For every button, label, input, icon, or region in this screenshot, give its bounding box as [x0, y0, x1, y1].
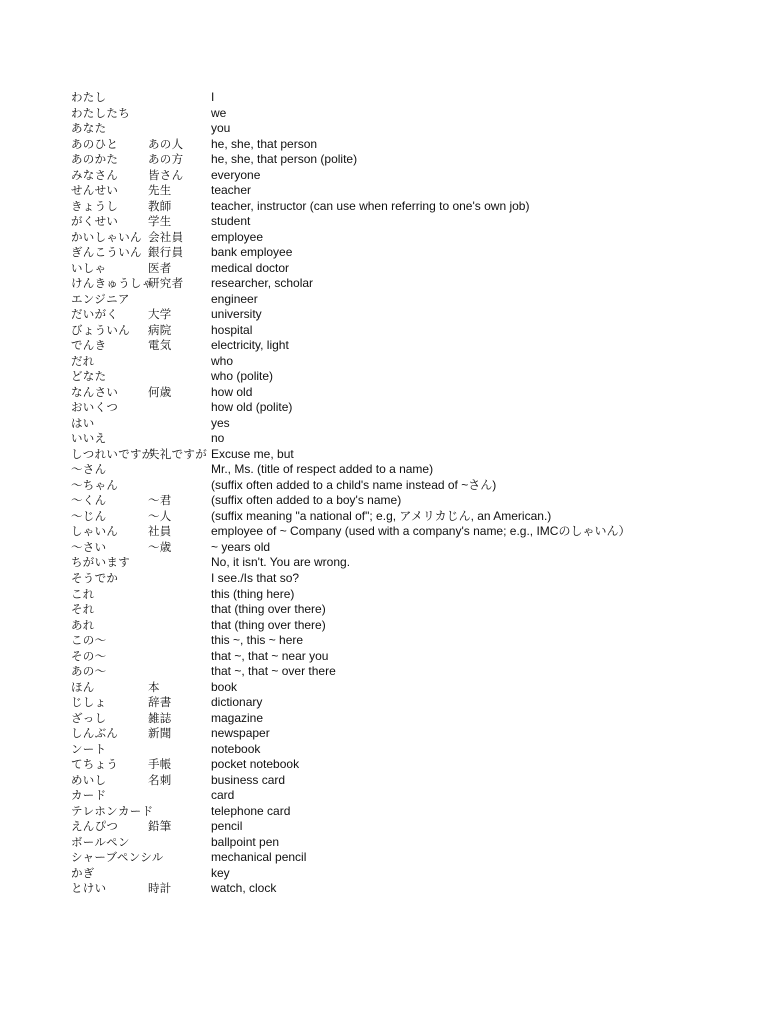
kana-reading: これ: [71, 586, 95, 601]
vocab-row: [71, 121, 761, 137]
kanji-writing: 本: [148, 679, 160, 694]
kanji-writing: 大学: [148, 307, 172, 322]
kana-reading: じしょ: [71, 695, 107, 710]
vocab-row: [71, 431, 761, 447]
english-meaning: bank employee: [211, 245, 293, 260]
kana-reading: とけい: [71, 881, 107, 896]
kanji-writing: 時計: [148, 881, 172, 896]
vocab-row: [71, 183, 761, 199]
kanji-writing: ～歳: [148, 539, 172, 554]
kana-reading: だれ: [71, 353, 95, 368]
kanji-writing: 先生: [148, 183, 172, 198]
english-meaning: student: [211, 214, 251, 229]
kana-reading: びょういん: [71, 322, 130, 337]
vocab-row: [71, 587, 761, 603]
kana-reading: はい: [71, 415, 95, 430]
kana-reading: かぎ: [71, 865, 95, 880]
vocab-row: [71, 214, 761, 230]
vocab-row: [71, 493, 761, 509]
vocab-row: [71, 524, 761, 540]
english-meaning: he, she, that person: [211, 136, 318, 151]
english-meaning: that ~, that ~ near you: [211, 648, 329, 663]
vocab-row: [71, 338, 761, 354]
kana-reading: だいがく: [71, 307, 119, 322]
kana-reading: しつれいですが: [71, 446, 154, 461]
vocabulary-list: [71, 90, 761, 897]
kana-reading: エンジニア: [71, 291, 130, 306]
kana-reading: めいし: [71, 772, 107, 787]
vocab-row: [71, 804, 761, 820]
english-meaning: he, she, that person (polite): [211, 152, 358, 167]
kanji-writing: 辞書: [148, 695, 172, 710]
english-meaning: employee of ~ Company (used with a company's name; e.g., IMCのしゃいん）: [211, 524, 631, 539]
vocab-row: [71, 199, 761, 215]
kanji-writing: 皆さん: [148, 167, 184, 182]
english-meaning: who: [211, 353, 234, 368]
kana-reading: せんせい: [71, 183, 119, 198]
kanji-writing: 電気: [148, 338, 172, 353]
kana-reading: しゃいん: [71, 524, 119, 539]
kanji-writing: 研究者: [148, 276, 184, 291]
vocab-row: [71, 400, 761, 416]
english-meaning: we: [211, 105, 227, 120]
english-meaning: magazine: [211, 710, 264, 725]
english-meaning: pocket notebook: [211, 757, 300, 772]
vocab-row: [71, 245, 761, 261]
vocab-row: [71, 106, 761, 122]
english-meaning: (suffix meaning "a national of"; e.g, アメリカじん, an American.): [211, 508, 552, 523]
kana-reading: けんきゅうしゃ: [71, 276, 154, 291]
english-meaning: medical doctor: [211, 260, 290, 275]
english-meaning: teacher: [211, 183, 252, 198]
english-meaning: dictionary: [211, 695, 263, 710]
english-meaning: how old (polite): [211, 400, 293, 415]
english-meaning: (suffix often added to a child's name instead of ~さん): [211, 477, 497, 492]
english-meaning: (suffix often added to a boy's name): [211, 493, 402, 508]
english-meaning: ~ years old: [211, 539, 271, 554]
vocab-row: [71, 726, 761, 742]
vocab-row: [71, 354, 761, 370]
vocab-row: [71, 773, 761, 789]
english-meaning: No, it isn't. You are wrong.: [211, 555, 351, 570]
vocab-row: [71, 680, 761, 696]
vocab-row: [71, 230, 761, 246]
kana-reading: わたしたち: [71, 105, 130, 120]
vocab-row: [71, 292, 761, 308]
english-meaning: that (thing over there): [211, 617, 326, 632]
kanji-writing: 何歳: [148, 384, 172, 399]
kana-reading: ちがいます: [71, 555, 130, 570]
kanji-writing: 教師: [148, 198, 172, 213]
english-meaning: everyone: [211, 167, 261, 182]
vocab-row: [71, 416, 761, 432]
vocab-row: [71, 881, 761, 897]
english-meaning: yes: [211, 415, 230, 430]
vocab-row: [71, 711, 761, 727]
kanji-writing: あの人: [148, 136, 184, 151]
english-meaning: who (polite): [211, 369, 274, 384]
english-meaning: notebook: [211, 741, 261, 756]
english-meaning: watch, clock: [211, 881, 277, 896]
kana-reading: ～じん: [71, 508, 107, 523]
vocab-row: [71, 168, 761, 184]
english-meaning: engineer: [211, 291, 258, 306]
kanji-writing: 新聞: [148, 726, 172, 741]
kana-reading: あなた: [71, 121, 107, 136]
vocab-row: [71, 152, 761, 168]
kana-reading: きょうし: [71, 198, 119, 213]
vocab-row: [71, 261, 761, 277]
english-meaning: electricity, light: [211, 338, 289, 353]
kana-reading: ～さい: [71, 539, 107, 554]
vocab-row: [71, 307, 761, 323]
kana-reading: いしゃ: [71, 260, 107, 275]
vocab-row: [71, 602, 761, 618]
kana-reading: それ: [71, 602, 95, 617]
english-meaning: hospital: [211, 322, 253, 337]
kanji-writing: 雑誌: [148, 710, 172, 725]
kana-reading: あれ: [71, 617, 95, 632]
english-meaning: telephone card: [211, 803, 291, 818]
vocab-row: [71, 509, 761, 525]
kana-reading: カード: [71, 788, 107, 803]
vocab-row: [71, 540, 761, 556]
vocab-row: [71, 90, 761, 106]
english-meaning: mechanical pencil: [211, 850, 307, 865]
vocab-row: [71, 369, 761, 385]
vocab-row: [71, 835, 761, 851]
kana-reading: てちょう: [71, 757, 119, 772]
english-meaning: Excuse me, but: [211, 446, 294, 461]
kanji-writing: 銀行員: [148, 245, 184, 260]
kana-reading: ～くん: [71, 493, 107, 508]
kanji-writing: 医者: [148, 260, 172, 275]
vocab-row: [71, 819, 761, 835]
english-meaning: ballpoint pen: [211, 834, 280, 849]
english-meaning: Mr., Ms. (title of respect added to a name): [211, 462, 434, 477]
kana-reading: みなさん: [71, 167, 119, 182]
kanji-writing: 学生: [148, 214, 172, 229]
vocab-row: [71, 866, 761, 882]
kana-reading: あのかた: [71, 152, 119, 167]
vocab-row: [71, 276, 761, 292]
kana-reading: えんぴつ: [71, 819, 119, 834]
kana-reading: シャーブペンシル: [71, 850, 164, 865]
kanji-writing: 名刺: [148, 772, 172, 787]
vocab-row: [71, 742, 761, 758]
kanji-writing: 病院: [148, 322, 172, 337]
kanji-writing: 社員: [148, 524, 172, 539]
english-meaning: business card: [211, 772, 286, 787]
vocab-row: [71, 137, 761, 153]
english-meaning: this ~, this ~ here: [211, 633, 304, 648]
kanji-writing: 会社員: [148, 229, 184, 244]
kana-reading: どなた: [71, 369, 107, 384]
kana-reading: いいえ: [71, 431, 107, 446]
kana-reading: ボールペン: [71, 834, 130, 849]
english-meaning: how old: [211, 384, 253, 399]
english-meaning: that (thing over there): [211, 602, 326, 617]
kana-reading: わたし: [71, 90, 107, 104]
kana-reading: かいしゃいん: [71, 229, 142, 244]
english-meaning: this (thing here): [211, 586, 295, 601]
english-meaning: I see./Is that so?: [211, 570, 300, 585]
vocab-row: [71, 555, 761, 571]
vocab-row: [71, 664, 761, 680]
kanji-writing: ～君: [148, 493, 172, 508]
kana-reading: おいくつ: [71, 400, 119, 415]
english-meaning: I: [211, 90, 215, 104]
english-meaning: book: [211, 679, 238, 694]
vocab-row: [71, 462, 761, 478]
vocab-row: [71, 447, 761, 463]
english-meaning: university: [211, 307, 262, 322]
english-meaning: key: [211, 865, 230, 880]
kana-reading: ンート: [71, 741, 107, 756]
vocab-row: [71, 788, 761, 804]
kana-reading: でんき: [71, 338, 107, 353]
vocab-row: [71, 385, 761, 401]
kanji-writing: 鉛筆: [148, 819, 172, 834]
kana-reading: ～さん: [71, 462, 107, 477]
kana-reading: しんぶん: [71, 726, 119, 741]
vocab-row: [71, 633, 761, 649]
kana-reading: あの～: [71, 664, 107, 679]
english-meaning: that ~, that ~ over there: [211, 664, 336, 679]
english-meaning: newspaper: [211, 726, 270, 741]
kana-reading: がくせい: [71, 214, 119, 229]
kanji-writing: ～人: [148, 508, 172, 523]
vocab-row: [71, 695, 761, 711]
kanji-writing: 失礼ですが: [148, 446, 207, 461]
kana-reading: ～ちゃん: [71, 477, 119, 492]
vocab-row: [71, 571, 761, 587]
vocab-row: [71, 850, 761, 866]
vocab-row: [71, 618, 761, 634]
english-meaning: teacher, instructor (can use when referring to one's own job): [211, 198, 530, 213]
english-meaning: card: [211, 788, 235, 803]
vocab-row: [71, 649, 761, 665]
kana-reading: この～: [71, 633, 107, 648]
vocab-row: [71, 478, 761, 494]
kana-reading: なんさい: [71, 384, 119, 399]
kana-reading: そうでか: [71, 570, 119, 585]
english-meaning: pencil: [211, 819, 243, 834]
kana-reading: その～: [71, 648, 107, 663]
kanji-writing: 手帳: [148, 757, 172, 772]
vocab-row: [71, 323, 761, 339]
kana-reading: ぎんこういん: [71, 245, 142, 260]
english-meaning: no: [211, 431, 225, 446]
kana-reading: ざっし: [71, 710, 107, 725]
english-meaning: researcher, scholar: [211, 276, 314, 291]
kana-reading: ほん: [71, 679, 95, 694]
kana-reading: テレホンカード: [71, 803, 154, 818]
kana-reading: あのひと: [71, 136, 119, 151]
vocab-row: [71, 757, 761, 773]
english-meaning: you: [211, 121, 231, 136]
kanji-writing: あの方: [148, 152, 184, 167]
english-meaning: employee: [211, 229, 264, 244]
